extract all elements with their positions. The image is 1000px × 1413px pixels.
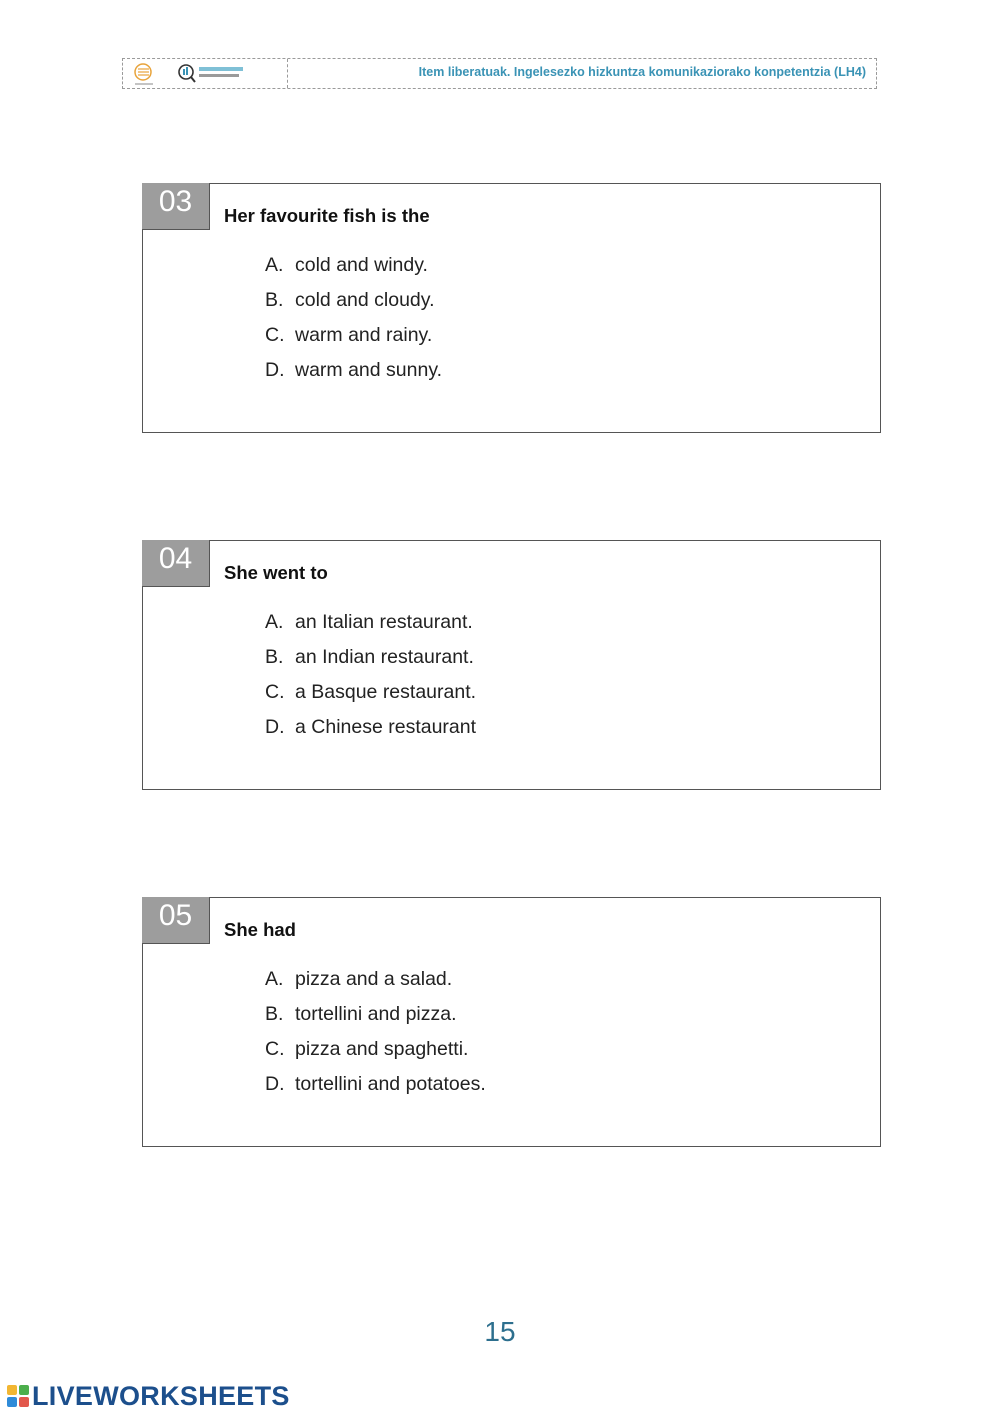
header-logos (123, 59, 288, 88)
question-number: 03 (142, 183, 209, 229)
answer-option[interactable] (265, 968, 486, 1003)
option-text: cold and cloudy. (295, 289, 435, 311)
option-text: a Basque restaurant. (295, 681, 477, 703)
divider (209, 540, 210, 586)
option-letter: C. (265, 1038, 285, 1060)
option-letter: D. (265, 1073, 285, 1095)
divider (142, 586, 210, 587)
answer-option[interactable] (265, 1073, 486, 1108)
option-letter: B. (265, 289, 284, 311)
option-letter: D. (265, 716, 285, 738)
liveworksheets-logo-icon (6, 1384, 30, 1408)
option-letter: B. (265, 646, 284, 668)
institute-logo-icon (129, 61, 159, 86)
question-box-04 (142, 540, 881, 790)
option-letter: C. (265, 681, 285, 703)
answer-option[interactable] (265, 289, 442, 324)
option-text: pizza and a salad. (295, 968, 453, 990)
answer-option[interactable] (265, 254, 442, 289)
answer-options (265, 254, 442, 394)
question-prompt: She had (224, 919, 296, 940)
option-letter: C. (265, 324, 285, 346)
answer-option[interactable] (265, 716, 476, 751)
answer-option[interactable] (265, 646, 476, 681)
answer-option[interactable] (265, 1038, 486, 1073)
option-text: warm and sunny. (295, 359, 443, 381)
option-text: cold and windy. (295, 254, 428, 276)
question-prompt: She went to (224, 562, 328, 583)
option-text: an Indian restaurant. (295, 646, 474, 668)
divider (209, 183, 210, 229)
answer-option[interactable] (265, 359, 442, 394)
divider (209, 897, 210, 943)
answer-option[interactable] (265, 1003, 486, 1038)
question-box-05 (142, 897, 881, 1147)
answer-option[interactable] (265, 324, 442, 359)
divider (142, 943, 210, 944)
page-header (122, 58, 877, 89)
question-number: 05 (142, 897, 209, 943)
answer-option[interactable] (265, 681, 476, 716)
header-title: Item liberatuak. Ingelesezko hizkuntza komunikaziorako konpetentzia (LH4) (418, 65, 866, 79)
option-letter: A. (265, 611, 284, 633)
liveworksheets-brand[interactable] (6, 1381, 290, 1411)
option-text: warm and rainy. (295, 324, 433, 346)
option-letter: A. (265, 254, 284, 276)
option-text: a Chinese restaurant (295, 716, 477, 738)
evaluation-logo-icon (177, 62, 247, 85)
brand-text: LIVEWORKSHEETS (32, 1380, 290, 1411)
option-letter: A. (265, 968, 284, 990)
option-text: an Italian restaurant. (295, 611, 473, 633)
answer-options (265, 968, 486, 1108)
question-prompt: Her favourite fish is the (224, 205, 430, 226)
option-letter: D. (265, 359, 285, 381)
question-box-03 (142, 183, 881, 433)
answer-options (265, 611, 476, 751)
option-text: tortellini and pizza. (295, 1003, 457, 1025)
option-letter: B. (265, 1003, 284, 1025)
question-number: 04 (142, 540, 209, 586)
option-text: tortellini and potatoes. (295, 1073, 486, 1095)
page-number: 15 (484, 1316, 516, 1347)
divider (142, 229, 210, 230)
option-text: pizza and spaghetti. (295, 1038, 469, 1060)
answer-option[interactable] (265, 611, 476, 646)
